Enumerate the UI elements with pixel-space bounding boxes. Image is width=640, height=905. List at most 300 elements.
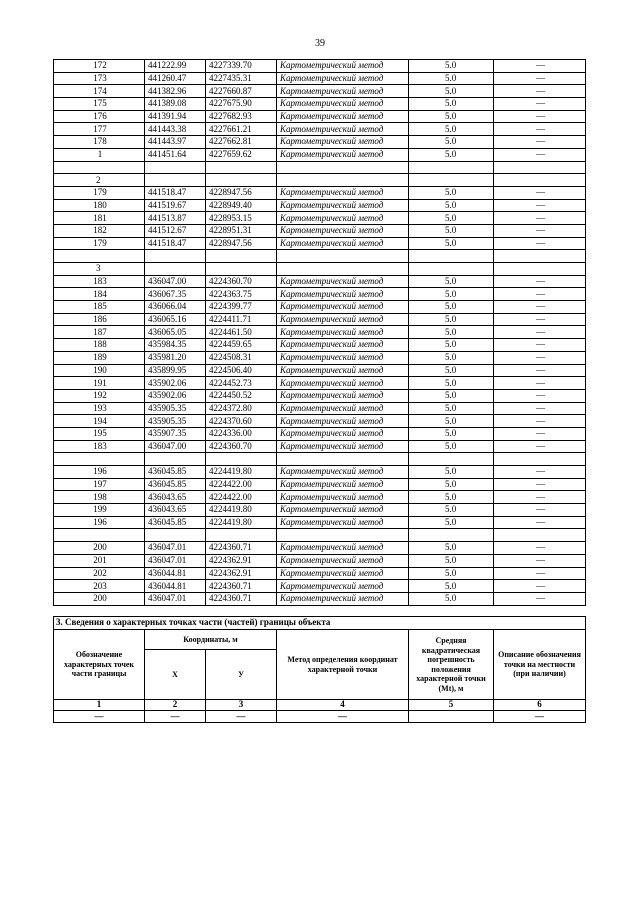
- method: Картометрический метод: [277, 212, 409, 225]
- method: Картометрический метод: [277, 288, 409, 301]
- coord-y: 4224506.40: [206, 364, 277, 377]
- description: —: [494, 186, 586, 199]
- coord-x: [145, 263, 206, 276]
- point-number: 194: [54, 415, 145, 428]
- error-value: 5.0: [409, 110, 494, 123]
- coord-y: 4228951.31: [206, 224, 277, 237]
- table-row: [54, 212, 586, 225]
- point-number: 201: [54, 554, 145, 567]
- coord-y: 4224362.91: [206, 554, 277, 567]
- empty-cell: —: [206, 711, 277, 723]
- table-row: [54, 466, 586, 479]
- coord-y: 4224450.52: [206, 389, 277, 402]
- error-value: 5.0: [409, 313, 494, 326]
- description: —: [494, 275, 586, 288]
- table-row: [54, 110, 586, 123]
- method: Картометрический метод: [277, 542, 409, 555]
- contour-label: 3: [54, 263, 145, 276]
- coord-x: 436043.65: [145, 491, 206, 504]
- coord-y: 4227435.31: [206, 72, 277, 85]
- method: Картометрический метод: [277, 592, 409, 605]
- point-number: 188: [54, 339, 145, 352]
- error-value: 5.0: [409, 275, 494, 288]
- coord-x: 436067.35: [145, 288, 206, 301]
- column-number: 1: [54, 700, 145, 711]
- table-row: [54, 199, 586, 212]
- coord-y: 4224360.71: [206, 580, 277, 593]
- description: —: [494, 339, 586, 352]
- error-value: 5.0: [409, 148, 494, 161]
- method: Картометрический метод: [277, 237, 409, 250]
- table-row: [54, 275, 586, 288]
- error-value: 5.0: [409, 98, 494, 111]
- table-row: [54, 186, 586, 199]
- point-number: [54, 529, 145, 542]
- method: Картометрический метод: [277, 466, 409, 479]
- coord-x: 441389.08: [145, 98, 206, 111]
- point-number: 179: [54, 237, 145, 250]
- table-row: [54, 339, 586, 352]
- error-value: 5.0: [409, 580, 494, 593]
- coord-x: 435981.20: [145, 351, 206, 364]
- description: —: [494, 491, 586, 504]
- description: —: [494, 351, 586, 364]
- table-row: [54, 148, 586, 161]
- table-row: [54, 554, 586, 567]
- point-number: [54, 453, 145, 466]
- method: [277, 174, 409, 187]
- error-value: 5.0: [409, 136, 494, 149]
- coord-y: 4224360.70: [206, 440, 277, 453]
- error-value: [409, 174, 494, 187]
- error-value: [409, 250, 494, 263]
- coord-x: 441391.94: [145, 110, 206, 123]
- error-value: 5.0: [409, 567, 494, 580]
- table-row: [54, 224, 586, 237]
- column-number: 5: [409, 700, 494, 711]
- coord-y: 4224419.80: [206, 516, 277, 529]
- method: Картометрический метод: [277, 98, 409, 111]
- coord-x: 436045.85: [145, 466, 206, 479]
- point-number: 187: [54, 326, 145, 339]
- section-3-table: [53, 616, 586, 723]
- point-number: 196: [54, 466, 145, 479]
- error-value: 5.0: [409, 72, 494, 85]
- error-value: 5.0: [409, 478, 494, 491]
- error-value: [409, 161, 494, 174]
- method: Картометрический метод: [277, 136, 409, 149]
- error-value: 5.0: [409, 326, 494, 339]
- description: —: [494, 466, 586, 479]
- error-value: 5.0: [409, 377, 494, 390]
- point-number: 1: [54, 148, 145, 161]
- description: [494, 529, 586, 542]
- coord-x: 441260.47: [145, 72, 206, 85]
- method: Картометрический метод: [277, 224, 409, 237]
- coord-y: 4224363.75: [206, 288, 277, 301]
- header-x: X: [145, 650, 206, 700]
- table-row: [54, 364, 586, 377]
- description: —: [494, 580, 586, 593]
- table-row: [54, 98, 586, 111]
- column-number: 3: [206, 700, 277, 711]
- column-number: 2: [145, 700, 206, 711]
- blank-row: [54, 250, 586, 263]
- coord-y: 4224360.70: [206, 275, 277, 288]
- error-value: 5.0: [409, 504, 494, 517]
- point-number: 193: [54, 402, 145, 415]
- point-number: 174: [54, 85, 145, 98]
- coord-y: 4224508.31: [206, 351, 277, 364]
- coord-x: [145, 453, 206, 466]
- error-value: 5.0: [409, 199, 494, 212]
- table-row: [54, 491, 586, 504]
- coord-x: [145, 161, 206, 174]
- error-value: 5.0: [409, 288, 494, 301]
- table-row: [54, 288, 586, 301]
- point-number: 192: [54, 389, 145, 402]
- coord-y: [206, 529, 277, 542]
- coord-y: 4227661.21: [206, 123, 277, 136]
- method: Картометрический метод: [277, 402, 409, 415]
- column-number: 4: [277, 700, 409, 711]
- method: Картометрический метод: [277, 440, 409, 453]
- coord-x: 441443.38: [145, 123, 206, 136]
- description: —: [494, 136, 586, 149]
- coord-x: 436047.00: [145, 440, 206, 453]
- description: —: [494, 212, 586, 225]
- coord-x: 441512.67: [145, 224, 206, 237]
- blank-row: [54, 161, 586, 174]
- error-value: 5.0: [409, 415, 494, 428]
- page-number: 39: [315, 38, 325, 49]
- error-value: 5.0: [409, 224, 494, 237]
- coord-y: 4224411.71: [206, 313, 277, 326]
- table-row: [54, 542, 586, 555]
- contour-label-row: [54, 263, 586, 276]
- method: Картометрический метод: [277, 313, 409, 326]
- method: Картометрический метод: [277, 491, 409, 504]
- description: —: [494, 389, 586, 402]
- coord-y: 4224370.60: [206, 415, 277, 428]
- method: [277, 250, 409, 263]
- table-row: [54, 60, 586, 73]
- description: —: [494, 98, 586, 111]
- description: [494, 250, 586, 263]
- error-value: 5.0: [409, 389, 494, 402]
- coord-y: 4224461.50: [206, 326, 277, 339]
- point-number: [54, 250, 145, 263]
- coord-y: 4224459.65: [206, 339, 277, 352]
- point-number: 191: [54, 377, 145, 390]
- header-description: Описание обозначения точки на местности (при наличии): [494, 630, 586, 700]
- empty-cell: —: [494, 711, 586, 723]
- method: Картометрический метод: [277, 186, 409, 199]
- coord-y: [206, 161, 277, 174]
- method: Картометрический метод: [277, 364, 409, 377]
- description: —: [494, 110, 586, 123]
- point-number: 185: [54, 301, 145, 314]
- table-row: [54, 504, 586, 517]
- method: [277, 453, 409, 466]
- header-error: Средняя квадратическая погрешность положения характерной точки (Mt), м: [409, 630, 494, 700]
- point-number: 200: [54, 542, 145, 555]
- error-value: [409, 529, 494, 542]
- method: Картометрический метод: [277, 148, 409, 161]
- table-row: [54, 415, 586, 428]
- point-number: 203: [54, 580, 145, 593]
- method: [277, 529, 409, 542]
- description: —: [494, 516, 586, 529]
- description: —: [494, 224, 586, 237]
- coord-y: 4228953.15: [206, 212, 277, 225]
- description: —: [494, 123, 586, 136]
- coord-x: 441451.64: [145, 148, 206, 161]
- table-row: [54, 351, 586, 364]
- coord-x: 436066.04: [145, 301, 206, 314]
- coord-x: 435984.35: [145, 339, 206, 352]
- coord-x: 435907.35: [145, 427, 206, 440]
- method: Картометрический метод: [277, 326, 409, 339]
- coord-x: 436044.81: [145, 580, 206, 593]
- point-number: 178: [54, 136, 145, 149]
- description: —: [494, 237, 586, 250]
- header-coordinates: Координаты, м: [145, 630, 277, 650]
- header-method: Метод определения координат характерной точки: [277, 630, 409, 700]
- header-designation: Обозначение характерных точек части границы: [54, 630, 145, 700]
- coord-y: 4227659.62: [206, 148, 277, 161]
- coord-y: 4224336.00: [206, 427, 277, 440]
- method: Картометрический метод: [277, 199, 409, 212]
- description: —: [494, 567, 586, 580]
- contour-label: 2: [54, 174, 145, 187]
- table-row: [54, 440, 586, 453]
- error-value: 5.0: [409, 339, 494, 352]
- coord-y: 4224372.80: [206, 402, 277, 415]
- method: [277, 161, 409, 174]
- coord-y: 4224452.73: [206, 377, 277, 390]
- error-value: [409, 453, 494, 466]
- description: —: [494, 427, 586, 440]
- point-number: 181: [54, 212, 145, 225]
- coord-x: [145, 174, 206, 187]
- coord-x: 435905.35: [145, 415, 206, 428]
- blank-row: [54, 529, 586, 542]
- error-value: 5.0: [409, 123, 494, 136]
- coord-y: 4227660.87: [206, 85, 277, 98]
- coord-x: 436047.01: [145, 542, 206, 555]
- table-row: [54, 136, 586, 149]
- point-number: 176: [54, 110, 145, 123]
- coord-x: 436044.81: [145, 567, 206, 580]
- point-number: 196: [54, 516, 145, 529]
- coord-y: 4224419.80: [206, 466, 277, 479]
- coord-y: [206, 174, 277, 187]
- point-number: 173: [54, 72, 145, 85]
- point-number: 186: [54, 313, 145, 326]
- description: —: [494, 60, 586, 73]
- coord-x: 436045.85: [145, 478, 206, 491]
- error-value: [409, 263, 494, 276]
- description: [494, 453, 586, 466]
- table-row: [54, 580, 586, 593]
- table-row: [54, 427, 586, 440]
- error-value: 5.0: [409, 301, 494, 314]
- method: Картометрический метод: [277, 427, 409, 440]
- method: Картометрический метод: [277, 339, 409, 352]
- description: —: [494, 72, 586, 85]
- coord-x: 441222.99: [145, 60, 206, 73]
- coord-x: 436045.85: [145, 516, 206, 529]
- empty-cell: —: [145, 711, 206, 723]
- coord-y: [206, 263, 277, 276]
- description: —: [494, 364, 586, 377]
- method: Картометрический метод: [277, 504, 409, 517]
- description: [494, 161, 586, 174]
- error-value: 5.0: [409, 427, 494, 440]
- table-row: [54, 85, 586, 98]
- method: Картометрический метод: [277, 275, 409, 288]
- error-value: 5.0: [409, 542, 494, 555]
- table-row: [54, 567, 586, 580]
- error-value: 5.0: [409, 85, 494, 98]
- error-value: 5.0: [409, 466, 494, 479]
- point-number: 180: [54, 199, 145, 212]
- coord-y: 4228949.40: [206, 199, 277, 212]
- coord-x: [145, 250, 206, 263]
- point-number: 197: [54, 478, 145, 491]
- table-row: [54, 237, 586, 250]
- method: Картометрический метод: [277, 580, 409, 593]
- empty-cell: [409, 711, 494, 723]
- method: Картометрический метод: [277, 72, 409, 85]
- point-number: 175: [54, 98, 145, 111]
- table-row: [54, 389, 586, 402]
- description: —: [494, 542, 586, 555]
- method: Картометрический метод: [277, 85, 409, 98]
- header-y: У: [206, 650, 277, 700]
- error-value: 5.0: [409, 491, 494, 504]
- description: —: [494, 199, 586, 212]
- coord-y: 4224360.71: [206, 542, 277, 555]
- description: —: [494, 554, 586, 567]
- point-number: 195: [54, 427, 145, 440]
- method: Картометрический метод: [277, 389, 409, 402]
- method: [277, 263, 409, 276]
- point-number: 183: [54, 275, 145, 288]
- table-row: [54, 313, 586, 326]
- coord-x: 436065.16: [145, 313, 206, 326]
- coord-x: 441518.47: [145, 186, 206, 199]
- table-row: [54, 478, 586, 491]
- table-row: [54, 592, 586, 605]
- description: —: [494, 415, 586, 428]
- coordinates-table: [53, 59, 586, 606]
- description: —: [494, 85, 586, 98]
- coord-y: 4224399.77: [206, 301, 277, 314]
- table-row: [54, 377, 586, 390]
- table-row: [54, 326, 586, 339]
- method: Картометрический метод: [277, 377, 409, 390]
- error-value: 5.0: [409, 60, 494, 73]
- point-number: 202: [54, 567, 145, 580]
- error-value: 5.0: [409, 212, 494, 225]
- description: —: [494, 478, 586, 491]
- coord-x: 435899.95: [145, 364, 206, 377]
- contour-label-row: [54, 174, 586, 187]
- coord-x: 436047.01: [145, 554, 206, 567]
- error-value: 5.0: [409, 364, 494, 377]
- empty-cell: —: [54, 711, 145, 723]
- method: Картометрический метод: [277, 415, 409, 428]
- description: [494, 174, 586, 187]
- method: Картометрический метод: [277, 478, 409, 491]
- point-number: [54, 161, 145, 174]
- method: Картометрический метод: [277, 301, 409, 314]
- coord-y: [206, 250, 277, 263]
- column-number: 6: [494, 700, 586, 711]
- coord-x: 441518.47: [145, 237, 206, 250]
- description: —: [494, 402, 586, 415]
- coord-x: 441513.87: [145, 212, 206, 225]
- point-number: 179: [54, 186, 145, 199]
- point-number: 172: [54, 60, 145, 73]
- point-number: 198: [54, 491, 145, 504]
- point-number: 190: [54, 364, 145, 377]
- coord-y: 4228947.56: [206, 186, 277, 199]
- table-row: [54, 72, 586, 85]
- error-value: 5.0: [409, 440, 494, 453]
- method: Картометрический метод: [277, 554, 409, 567]
- coord-y: 4224362.91: [206, 567, 277, 580]
- description: —: [494, 148, 586, 161]
- table-row: [54, 123, 586, 136]
- method: Картометрический метод: [277, 351, 409, 364]
- point-number: 183: [54, 440, 145, 453]
- point-number: 184: [54, 288, 145, 301]
- description: —: [494, 313, 586, 326]
- description: —: [494, 288, 586, 301]
- description: —: [494, 504, 586, 517]
- coord-y: 4224422.00: [206, 491, 277, 504]
- description: —: [494, 301, 586, 314]
- description: —: [494, 326, 586, 339]
- coord-y: 4227682.93: [206, 110, 277, 123]
- coord-y: 4228947.56: [206, 237, 277, 250]
- coord-y: 4227339.70: [206, 60, 277, 73]
- description: —: [494, 377, 586, 390]
- coord-x: 435902.06: [145, 377, 206, 390]
- method: Картометрический метод: [277, 60, 409, 73]
- method: Картометрический метод: [277, 123, 409, 136]
- coord-x: [145, 529, 206, 542]
- point-number: 177: [54, 123, 145, 136]
- coord-y: 4224419.80: [206, 504, 277, 517]
- coord-y: 4227675.90: [206, 98, 277, 111]
- method: Картометрический метод: [277, 567, 409, 580]
- error-value: 5.0: [409, 237, 494, 250]
- section-3-title: 3. Сведения о характерных точках части (частей) границы объекта: [54, 617, 586, 630]
- coord-y: 4224360.71: [206, 592, 277, 605]
- point-number: 189: [54, 351, 145, 364]
- description: [494, 263, 586, 276]
- coord-x: 436047.00: [145, 275, 206, 288]
- coord-x: 435902.06: [145, 389, 206, 402]
- table-row: [54, 516, 586, 529]
- error-value: 5.0: [409, 351, 494, 364]
- error-value: 5.0: [409, 186, 494, 199]
- coord-x: 441519.67: [145, 199, 206, 212]
